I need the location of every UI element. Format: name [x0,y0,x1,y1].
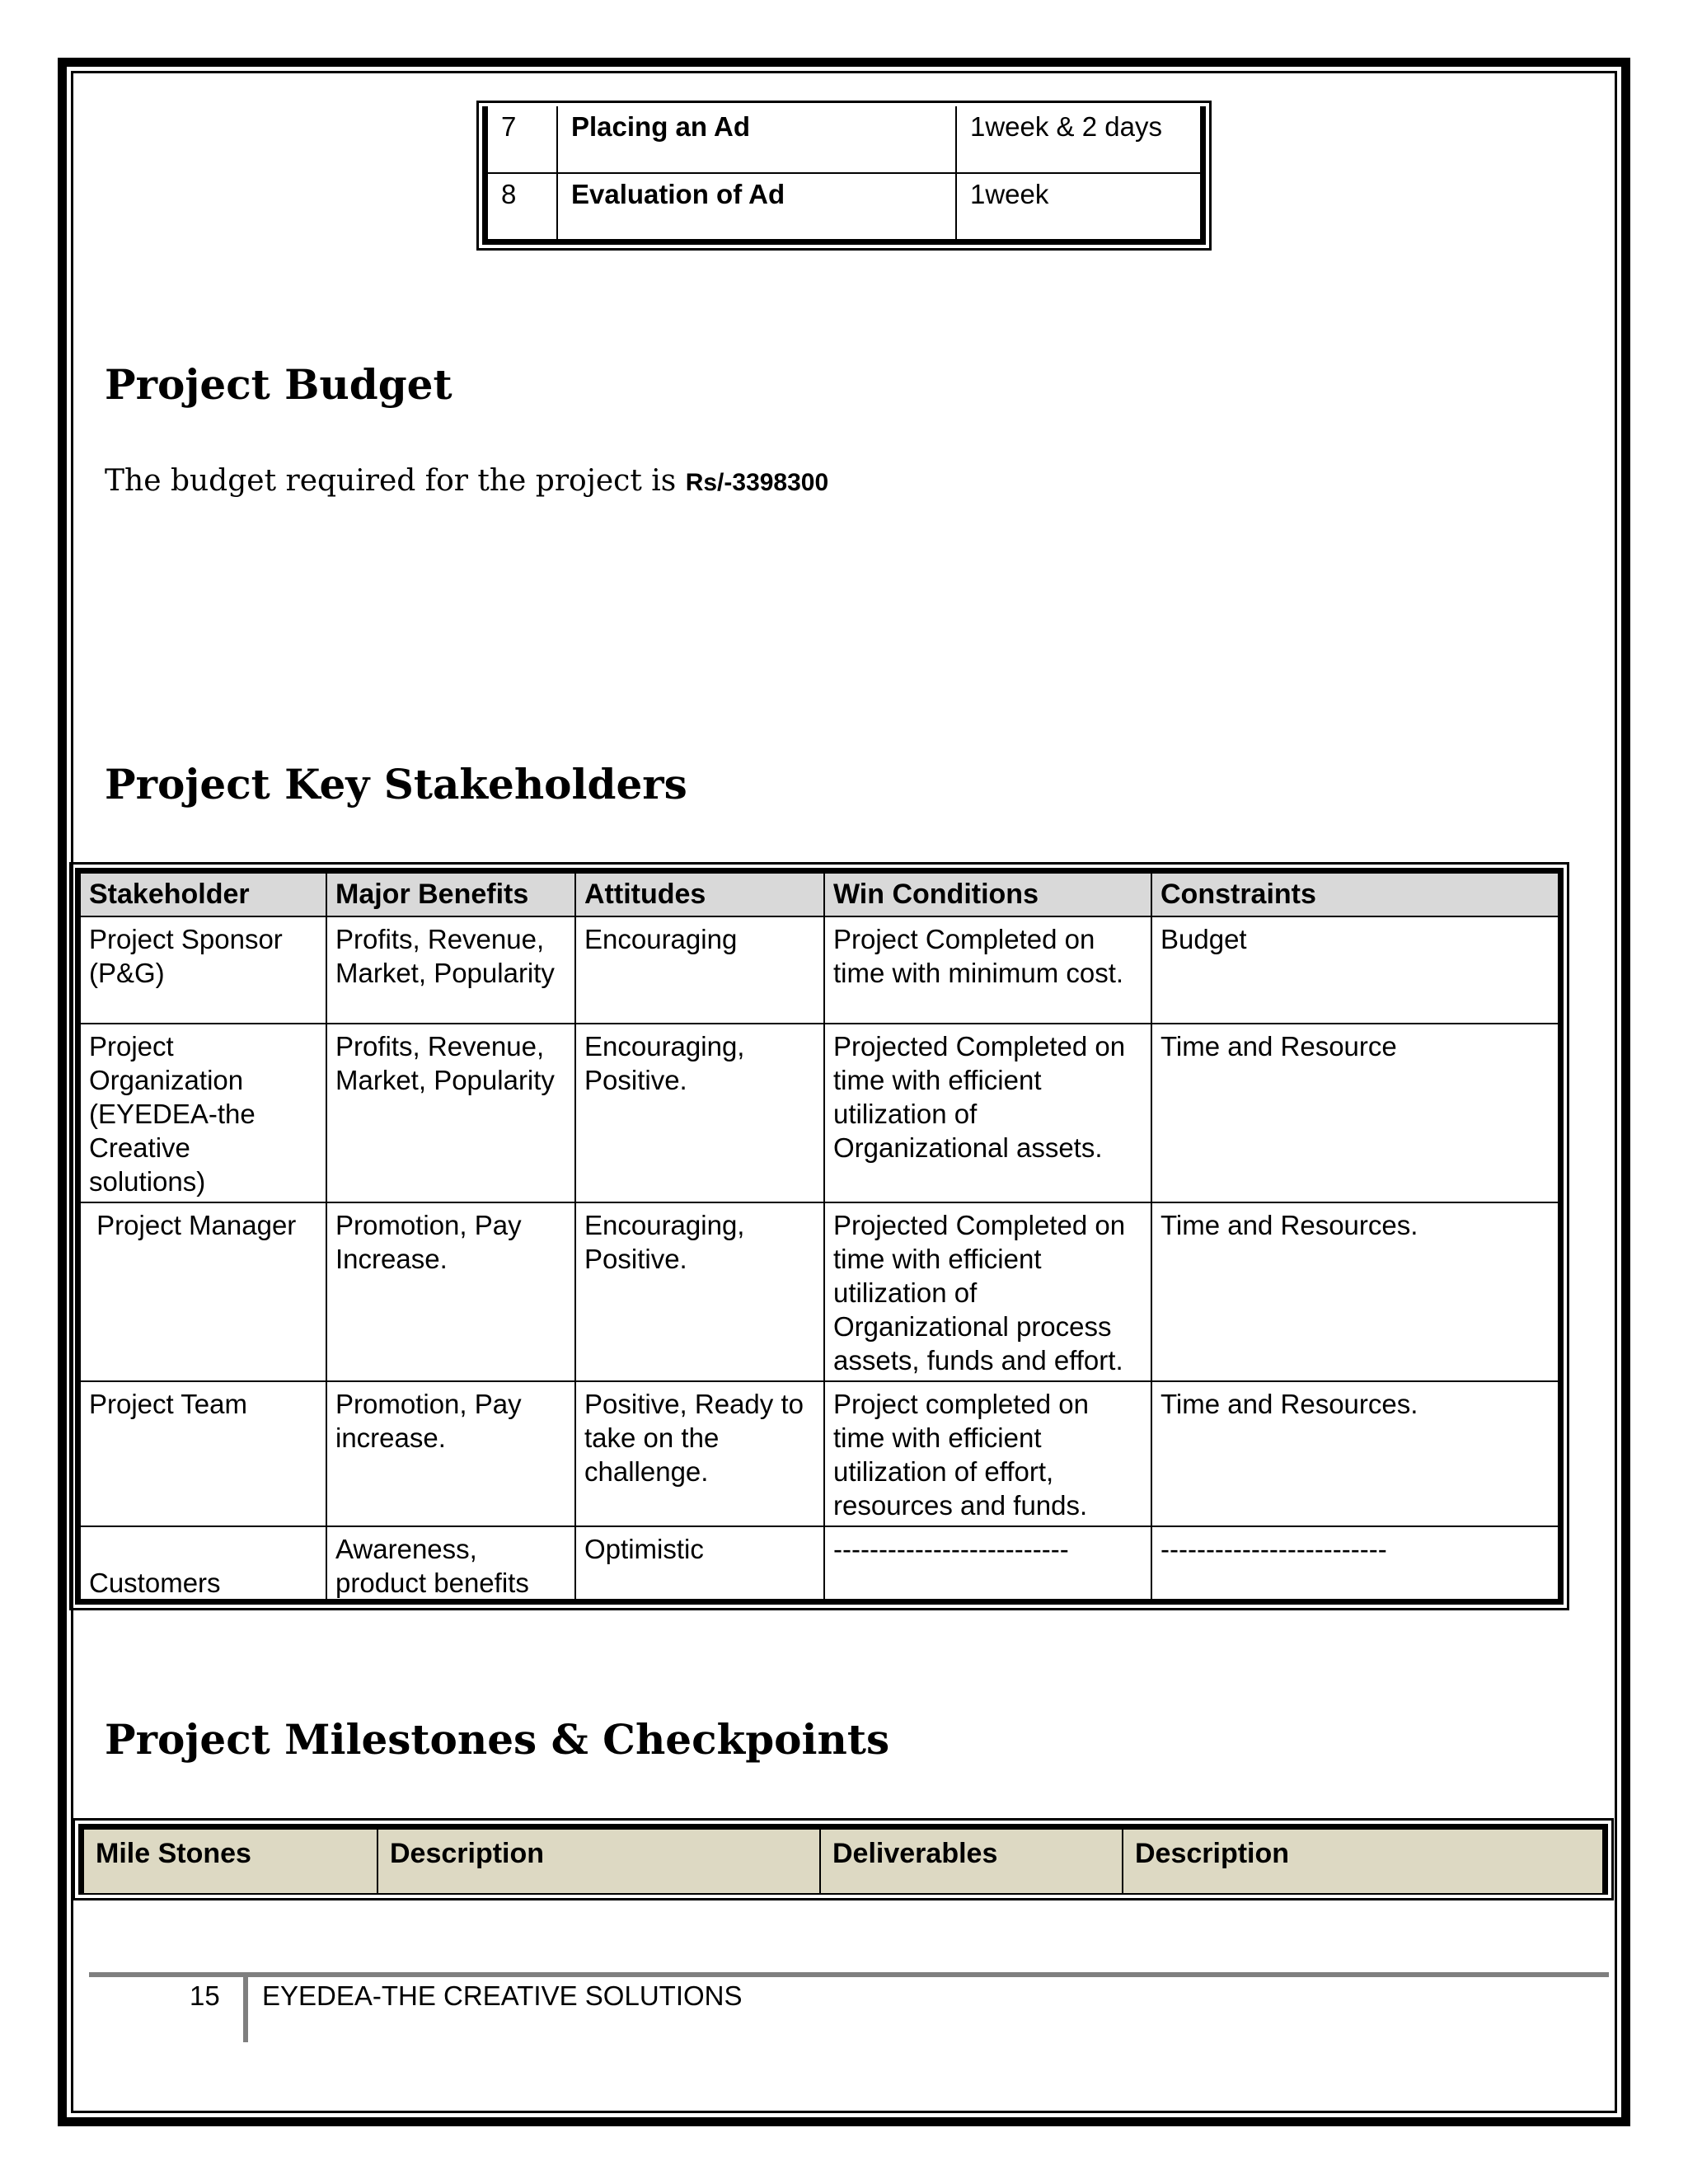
win-conditions-cell: Project completed on time with efficient utilization of effort, resources and funds. [824,1381,1151,1526]
activity-table [476,101,1212,251]
page-number: 15 [190,1980,220,2011]
activity-name: Evaluation of Ad [557,173,956,240]
table-header-row [84,1830,1602,1894]
activity-number: 8 [488,173,557,240]
footer-divider [89,1972,1609,1977]
activity-number: 7 [488,106,557,173]
table-header-row [81,874,1558,916]
benefits-cell: Profits, Revenue, Market, Popularity [326,1024,575,1202]
milestones-table [73,1818,1614,1900]
column-header-attitudes: Attitudes [575,874,824,916]
stakeholder-cell: Project Sponsor (P&G) [81,916,326,1024]
win-conditions-cell: Projected Completed on time with efficient utilization of Organizational process assets, funds and effort. [824,1202,1151,1381]
constraints-cell: Time and Resources. [1151,1381,1558,1526]
footer-company: EYEDEA-THE CREATIVE SOLUTIONS [262,1980,743,2011]
column-header-deliverable-description: Description [1123,1830,1602,1894]
table-row [81,1024,1558,1202]
stakeholders-heading: Project Key Stakeholders [105,760,687,808]
activity-duration: 1week [956,173,1200,240]
activity-duration: 1week & 2 days [956,106,1200,173]
milestones-heading: Project Milestones & Checkpoints [105,1715,890,1764]
table-row [81,1381,1558,1526]
constraints-cell: Budget [1151,916,1558,1024]
budget-paragraph [105,464,828,498]
stakeholder-cell: Project Organization (EYEDEA-the Creative solutions) [81,1024,326,1202]
win-conditions-cell: -------------------------- [824,1526,1151,1603]
table-row [81,1202,1558,1381]
stakeholders-table [69,862,1569,1610]
win-conditions-cell: Project Completed on time with minimum cost. [824,916,1151,1024]
constraints-cell: ------------------------- [1151,1526,1558,1603]
column-header-description: Description [377,1830,820,1894]
column-header-stakeholder: Stakeholder [81,874,326,916]
column-header-constraints: Constraints [1151,874,1558,916]
budget-value: Rs/-3398300 [685,469,829,496]
constraints-cell: Time and Resource [1151,1024,1558,1202]
budget-text: The budget required for the project is [105,464,677,498]
stakeholder-cell: Project Manager [81,1202,326,1381]
stakeholder-cell: Customers [81,1526,326,1603]
constraints-cell: Time and Resources. [1151,1202,1558,1381]
table-row [81,1526,1558,1603]
benefits-cell: Awareness, product benefits [326,1526,575,1603]
benefits-cell: Promotion, Pay increase. [326,1381,575,1526]
column-header-benefits: Major Benefits [326,874,575,916]
budget-heading: Project Budget [105,360,452,409]
win-conditions-cell: Projected Completed on time with efficient utilization of Organizational assets. [824,1024,1151,1202]
column-header-milestones: Mile Stones [84,1830,377,1894]
attitudes-cell: Encouraging, Positive. [575,1202,824,1381]
attitudes-cell: Encouraging [575,916,824,1024]
benefits-cell: Promotion, Pay Increase. [326,1202,575,1381]
attitudes-cell: Encouraging, Positive. [575,1024,824,1202]
attitudes-cell: Optimistic [575,1526,824,1603]
table-row [81,916,1558,1024]
benefits-cell: Profits, Revenue, Market, Popularity [326,916,575,1024]
stakeholder-cell: Project Team [81,1381,326,1526]
activity-name: Placing an Ad [557,106,956,173]
table-row [488,106,1200,173]
table-row [488,173,1200,240]
attitudes-cell: Positive, Ready to take on the challenge. [575,1381,824,1526]
column-header-deliverables: Deliverables [820,1830,1123,1894]
column-header-win-conditions: Win Conditions [824,874,1151,916]
footer-vertical-divider [243,1975,248,2042]
